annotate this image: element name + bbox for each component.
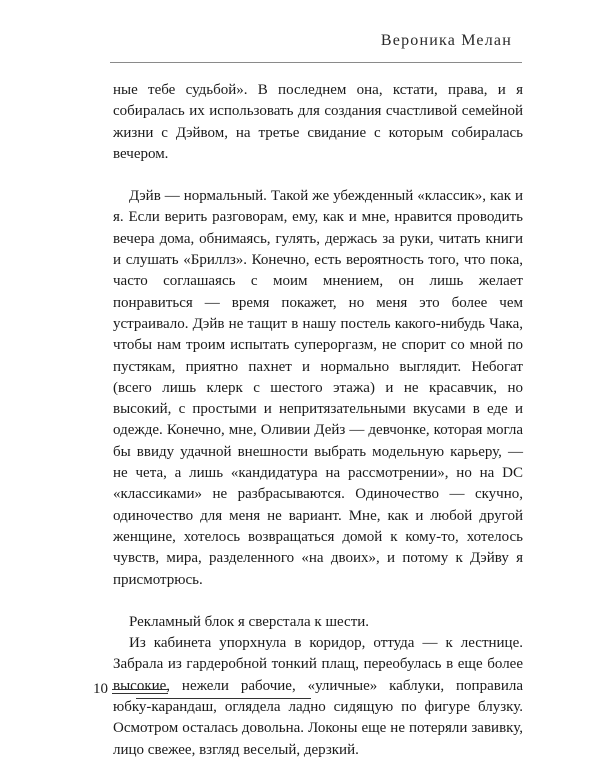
footer-rule-long [136,698,311,699]
footer-rule-short-1 [112,689,168,690]
footer-rule-short-2 [112,693,168,694]
header-rule [110,62,522,63]
running-head-author: Вероника Мелан [380,32,512,49]
page-number: 10 [93,681,108,697]
body-text [113,80,523,761]
paragraph-dave: Дэйв — нормальный. Такой же убежденный «классик», как и я. Если верить разговорам, ему, как и мне, нравится проводить вечера дома, обнимаясь, гулять, держась за руки, читать книги и слушать «Бриллз». Конечно, есть вероятность того, что пока, часто соглашаясь с моим мнением, он лишь желает понравиться — время покажет, но меня это более чем устраивало. Дэйв не тащит в нашу постель какого-нибудь Чака, чтобы нам троим испытать супероргазм, не спорит со мной по пустякам, приятно пахнет и нормально выглядит. Небогат (всего лишь клерк с шестого этажа) и не красавчик, но высокий, с простыми и непритязательными вкусами в еде и одежде. Конечно, мне, Оливии Дейз — девчонке, которая могла бы ввиду удачной внешности выбрать модельную карьеру, — не чета, а лишь «кандидатура на рассмотрении», но на DC «классиками» не разбрасываются. Одиночество — скучно, одиночество для меня не вариант. Мне, как и любой другой женщине, хотелось возвращаться домой к кому-то, хотелось чувств, мира, разделенного «на двоих», и потому к Дэйву я присмотрюсь. [113,188,523,588]
paragraph-continued: ные тебе судьбой». В последнем она, кстати, права, и я собиралась их использовать для создания счастливой семейной жизни с Дэйвом, на третье свидание с которым собиралась вечером. [113,82,523,162]
paragraph-ad-block: Рекламный блок я сверстала к шести. [129,613,370,630]
paragraph-leaving-office: Из кабинета упорхнула в коридор, оттуда — к лестнице. Забрала из гардеробной тонкий плащ, переобулась в еще более высокие, нежели рабочие, «уличные» каблуки, поправила юбку-карандаш, оглядела ладно сидящую по фигуре блузку. Осмотром осталась довольна. Локоны еще не потеряли завивку, лицо свежее, взгляд веселый, дерзкий. [113,635,523,758]
